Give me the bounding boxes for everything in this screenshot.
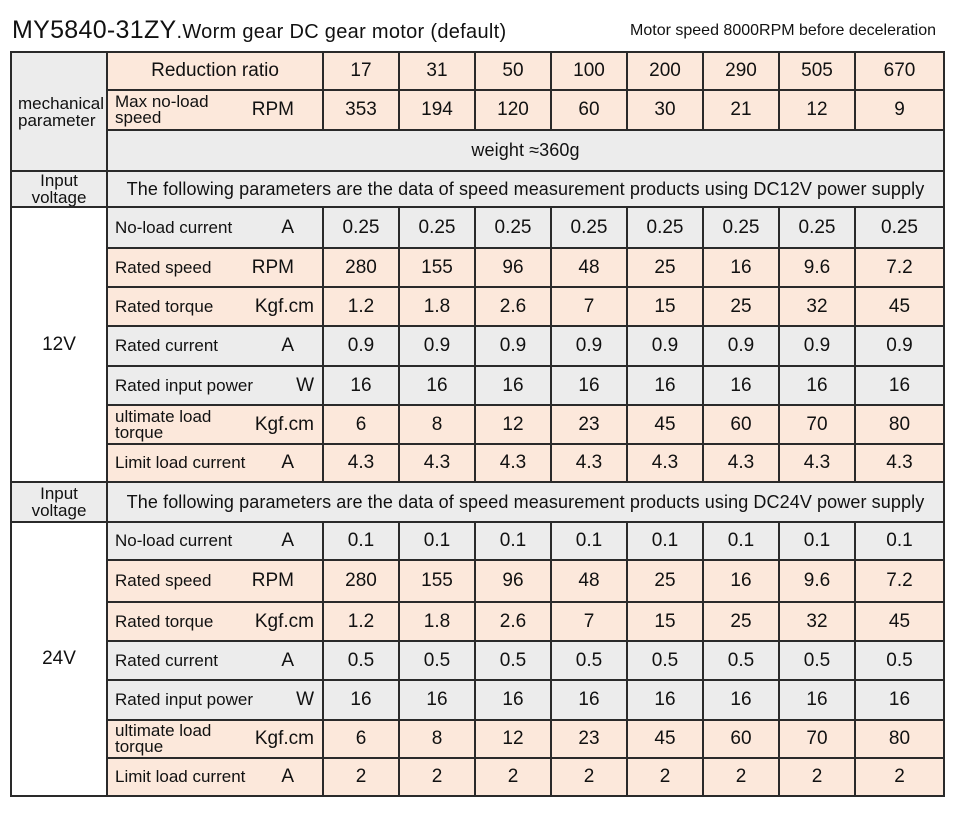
reduction-ratio-row: [11, 52, 944, 90]
value-cell: 2.6: [475, 287, 551, 326]
value-cell: 0.1: [779, 522, 855, 560]
value-cell: 25: [703, 602, 779, 641]
param-name: Rated current: [115, 336, 218, 355]
param-label: [107, 366, 323, 405]
max-speed-row: [11, 90, 944, 130]
dc24v-param-row: [11, 522, 944, 560]
value-cell: 2: [475, 758, 551, 796]
weight-row: [11, 130, 944, 171]
param-name: No-load current: [115, 217, 233, 237]
param-name: Rated input power: [115, 375, 253, 395]
dc24v-param-row: [11, 602, 944, 641]
dc12v-caption: The following parameters are the data of speed measurement products using DC12V power supply: [107, 171, 944, 207]
value-cell: 32: [779, 602, 855, 641]
param-unit: Kgf.cm: [254, 295, 314, 317]
reduction-ratio-label: Reduction ratio: [107, 52, 323, 90]
value-cell: 16: [779, 680, 855, 720]
param-label: [107, 680, 323, 720]
value-cell: 16: [399, 366, 475, 405]
value-cell: 0.9: [323, 326, 399, 366]
value-cell: 6: [323, 405, 399, 444]
ratio-cell: 17: [323, 52, 399, 90]
value-cell: 16: [703, 680, 779, 720]
param-name: Limit load current: [115, 767, 246, 786]
value-cell: 280: [323, 248, 399, 287]
dc24v-param-row: [11, 758, 944, 796]
param-label: [107, 720, 323, 758]
value-cell: 16: [855, 680, 944, 720]
value-cell: 0.25: [323, 207, 399, 248]
value-cell: 7.2: [855, 560, 944, 602]
value-cell: 4.3: [551, 444, 627, 482]
value-cell: 9.6: [779, 560, 855, 602]
value-cell: 4.3: [855, 444, 944, 482]
value-cell: 60: [703, 720, 779, 758]
param-name: Rated input power: [115, 690, 253, 709]
value-cell: 0.25: [627, 207, 703, 248]
dc24v-param-row: [11, 560, 944, 602]
value-cell: 32: [779, 287, 855, 326]
weight-value: weight ≈360g: [107, 130, 944, 171]
value-cell: 0.25: [551, 207, 627, 248]
input-voltage-12-row: [11, 171, 944, 207]
dc12v-param-row: [11, 248, 944, 287]
value-cell: 16: [703, 248, 779, 287]
param-unit: A: [281, 530, 294, 551]
product-description: .Worm gear DC gear motor (default): [176, 21, 507, 43]
ratio-cell: 50: [475, 52, 551, 90]
value-cell: 0.25: [475, 207, 551, 248]
param-name: ultimate load torque: [115, 406, 212, 442]
value-cell: 25: [703, 287, 779, 326]
input-voltage-label: Input voltage: [11, 171, 107, 207]
value-cell: 16: [779, 366, 855, 405]
value-cell: 2: [627, 758, 703, 796]
value-cell: 16: [399, 680, 475, 720]
value-cell: 0.9: [703, 326, 779, 366]
value-cell: 8: [399, 405, 475, 444]
value-cell: 1.2: [323, 287, 399, 326]
value-cell: 4.3: [627, 444, 703, 482]
param-name: Rated speed: [115, 257, 212, 277]
value-cell: 16: [475, 680, 551, 720]
param-label: [107, 248, 323, 287]
value-cell: 0.1: [551, 522, 627, 560]
value-cell: 4.3: [703, 444, 779, 482]
speed-cell: 30: [627, 90, 703, 130]
param-unit: A: [281, 335, 294, 356]
value-cell: 23: [551, 720, 627, 758]
param-label: [107, 602, 323, 641]
param-unit: Kgf.cm: [254, 413, 314, 435]
value-cell: 70: [779, 720, 855, 758]
value-cell: 96: [475, 248, 551, 287]
value-cell: 0.1: [399, 522, 475, 560]
param-unit: Kgf.cm: [254, 728, 314, 749]
param-unit: RPM: [251, 256, 294, 278]
param-name: Rated current: [115, 650, 218, 670]
value-cell: 25: [627, 248, 703, 287]
ratio-cell: 31: [399, 52, 475, 90]
param-label: [107, 405, 323, 444]
param-label: [107, 560, 323, 602]
motor-speed-note: Motor speed 8000RPM before deceleration: [630, 22, 936, 39]
value-cell: 16: [855, 366, 944, 405]
value-cell: 45: [855, 602, 944, 641]
value-cell: 0.25: [855, 207, 944, 248]
dc24v-param-row: [11, 680, 944, 720]
value-cell: 2.6: [475, 602, 551, 641]
dc24v-caption: The following parameters are the data of speed measurement products using DC24V power supply: [107, 482, 944, 522]
value-cell: 9.6: [779, 248, 855, 287]
value-cell: 0.9: [779, 326, 855, 366]
value-cell: 48: [551, 560, 627, 602]
ratio-cell: 200: [627, 52, 703, 90]
dc12v-param-row: [11, 405, 944, 444]
value-cell: 2: [779, 758, 855, 796]
param-unit: A: [281, 649, 294, 671]
value-cell: 12: [475, 720, 551, 758]
value-cell: 2: [551, 758, 627, 796]
param-unit: Kgf.cm: [254, 610, 314, 632]
speed-cell: 194: [399, 90, 475, 130]
dc24v-param-row: [11, 720, 944, 758]
value-cell: 0.9: [399, 326, 475, 366]
dc12v-param-row: [11, 287, 944, 326]
value-cell: 16: [551, 366, 627, 405]
value-cell: 0.9: [551, 326, 627, 366]
value-cell: 2: [323, 758, 399, 796]
value-cell: 15: [627, 287, 703, 326]
speed-cell: 21: [703, 90, 779, 130]
param-label: [107, 758, 323, 796]
input-voltage-24-row: [11, 482, 944, 522]
value-cell: 16: [703, 560, 779, 602]
value-cell: 1.8: [399, 287, 475, 326]
param-name: Rated torque: [115, 296, 214, 316]
param-name: No-load current: [115, 531, 233, 550]
value-cell: 1.8: [399, 602, 475, 641]
value-cell: 16: [627, 680, 703, 720]
param-name: ultimate load torque: [115, 721, 212, 756]
dc12v-param-row: [11, 366, 944, 405]
value-cell: 15: [627, 602, 703, 641]
value-cell: 4.3: [323, 444, 399, 482]
dc12v-param-row: [11, 207, 944, 248]
param-name: Rated speed: [115, 571, 212, 590]
param-label: [107, 444, 323, 482]
value-cell: 1.2: [323, 602, 399, 641]
value-cell: 7.2: [855, 248, 944, 287]
value-cell: 0.25: [779, 207, 855, 248]
value-cell: 0.5: [779, 641, 855, 680]
value-cell: 0.25: [399, 207, 475, 248]
dc24v-voltage-label: 24V: [11, 522, 107, 796]
value-cell: 70: [779, 405, 855, 444]
value-cell: 0.5: [399, 641, 475, 680]
value-cell: 23: [551, 405, 627, 444]
speed-cell: 60: [551, 90, 627, 130]
ratio-cell: 670: [855, 52, 944, 90]
value-cell: 80: [855, 720, 944, 758]
value-cell: 0.1: [475, 522, 551, 560]
value-cell: 16: [475, 366, 551, 405]
value-cell: 45: [627, 405, 703, 444]
value-cell: 12: [475, 405, 551, 444]
max-speed-unit: RPM: [251, 99, 294, 120]
value-cell: 0.5: [703, 641, 779, 680]
value-cell: 7: [551, 287, 627, 326]
param-label: [107, 326, 323, 366]
value-cell: 2: [703, 758, 779, 796]
param-label: [107, 207, 323, 248]
value-cell: 16: [323, 366, 399, 405]
param-label: [107, 641, 323, 680]
value-cell: 16: [703, 366, 779, 405]
dc24v-param-row: [11, 641, 944, 680]
value-cell: 155: [399, 248, 475, 287]
param-unit: A: [281, 766, 294, 787]
value-cell: 0.9: [475, 326, 551, 366]
value-cell: 0.5: [855, 641, 944, 680]
model-number: MY5840-31ZY: [12, 16, 177, 44]
value-cell: 0.5: [627, 641, 703, 680]
value-cell: 7: [551, 602, 627, 641]
param-unit: A: [281, 452, 294, 473]
value-cell: 4.3: [399, 444, 475, 482]
spec-table: [10, 51, 945, 797]
dc12v-voltage-label: 12V: [11, 207, 107, 482]
value-cell: 2: [855, 758, 944, 796]
value-cell: 60: [703, 405, 779, 444]
max-speed-label: [107, 90, 323, 130]
page-title: [12, 16, 506, 45]
value-cell: 16: [323, 680, 399, 720]
param-name: Limit load current: [115, 453, 246, 472]
value-cell: 16: [627, 366, 703, 405]
param-unit: RPM: [251, 570, 294, 591]
param-unit: A: [281, 216, 294, 238]
value-cell: 96: [475, 560, 551, 602]
value-cell: 48: [551, 248, 627, 287]
value-cell: 0.5: [475, 641, 551, 680]
value-cell: 0.25: [703, 207, 779, 248]
ratio-cell: 505: [779, 52, 855, 90]
value-cell: 6: [323, 720, 399, 758]
value-cell: 0.1: [627, 522, 703, 560]
param-unit: W: [296, 689, 314, 710]
mechanical-parameter-label: mechanical parameter: [11, 52, 107, 171]
speed-cell: 120: [475, 90, 551, 130]
param-unit: W: [296, 374, 314, 396]
ratio-cell: 290: [703, 52, 779, 90]
dc12v-param-row: [11, 326, 944, 366]
param-name: Rated torque: [115, 611, 214, 631]
value-cell: 0.1: [703, 522, 779, 560]
value-cell: 45: [627, 720, 703, 758]
dc12v-param-row: [11, 444, 944, 482]
value-cell: 155: [399, 560, 475, 602]
value-cell: 80: [855, 405, 944, 444]
input-voltage-label: Input voltage: [11, 482, 107, 522]
value-cell: 4.3: [779, 444, 855, 482]
value-cell: 2: [399, 758, 475, 796]
speed-cell: 9: [855, 90, 944, 130]
speed-cell: 12: [779, 90, 855, 130]
value-cell: 0.5: [551, 641, 627, 680]
ratio-cell: 100: [551, 52, 627, 90]
value-cell: 0.1: [855, 522, 944, 560]
value-cell: 4.3: [475, 444, 551, 482]
value-cell: 0.9: [855, 326, 944, 366]
value-cell: 16: [551, 680, 627, 720]
value-cell: 45: [855, 287, 944, 326]
max-speed-name: Max no-load speed: [115, 92, 209, 127]
param-label: [107, 287, 323, 326]
value-cell: 280: [323, 560, 399, 602]
value-cell: 0.9: [627, 326, 703, 366]
value-cell: 0.5: [323, 641, 399, 680]
value-cell: 8: [399, 720, 475, 758]
param-label: [107, 522, 323, 560]
value-cell: 25: [627, 560, 703, 602]
speed-cell: 353: [323, 90, 399, 130]
value-cell: 0.1: [323, 522, 399, 560]
